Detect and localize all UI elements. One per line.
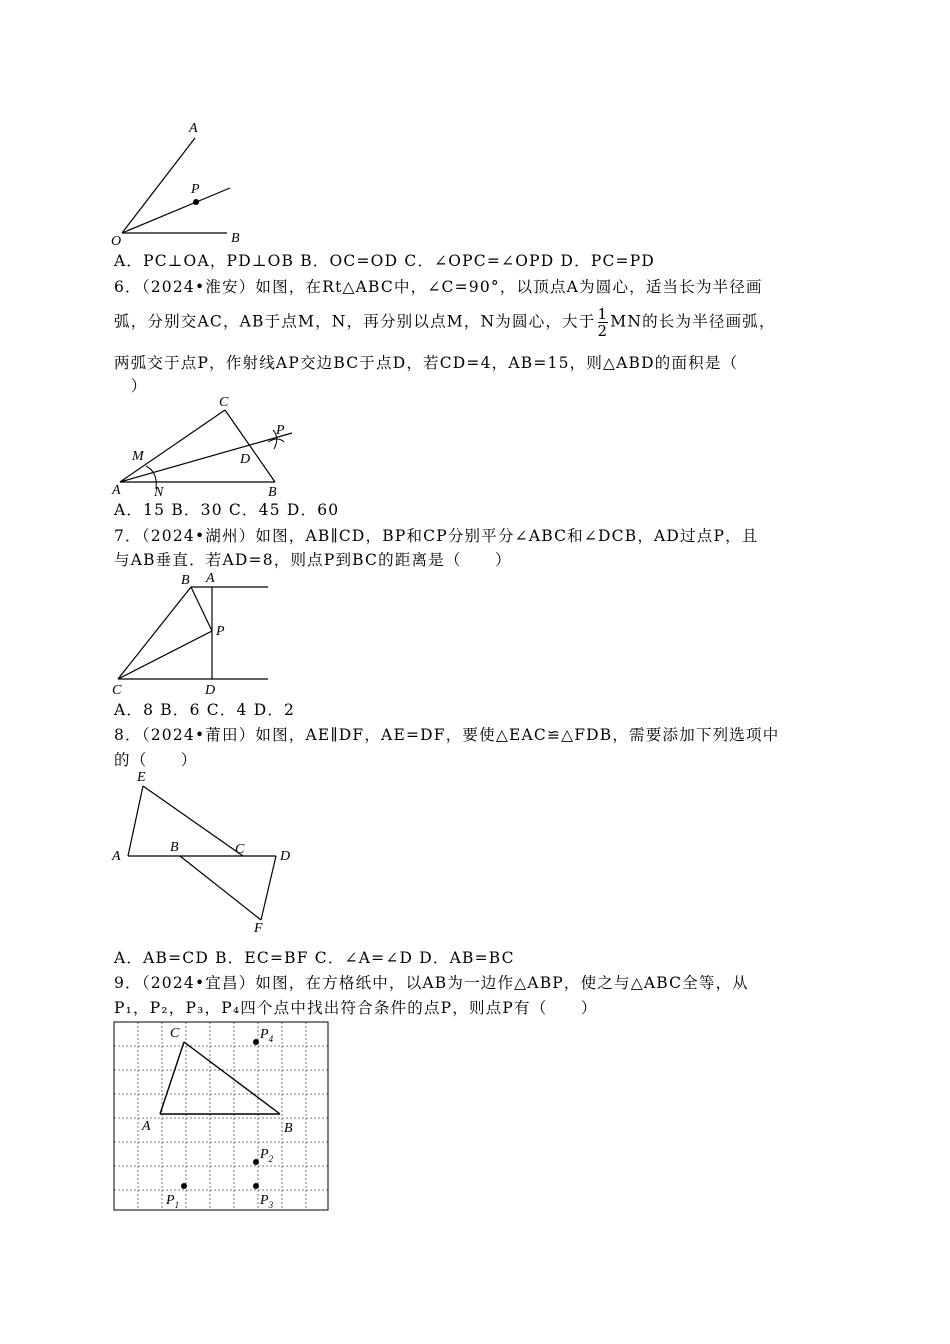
q5-options: A．PC⊥OA，PD⊥OB B．OC=OD C．∠OPC=∠OPD D．PC=PD (114, 252, 655, 270)
q7-options: A．8 B．6 C．4 D．2 (114, 701, 296, 719)
q6-line2-post: MN的长为半径画弧， (610, 312, 776, 331)
p1-letter: P (166, 1193, 175, 1208)
point-p4 (253, 1039, 259, 1045)
q6-line1: 6．（2024•淮安）如图，在Rt△ABC中，∠C=90°，以顶点A为圆心，适当长为半径画 (114, 278, 763, 296)
label-b: B (181, 573, 190, 588)
point-p (193, 199, 199, 205)
figure-q7-parallel (108, 568, 278, 700)
point-p3 (253, 1183, 259, 1189)
p4-letter: P (260, 1027, 269, 1042)
label-f: F (254, 921, 263, 936)
q7-line1: 7．（2024•湖州）如图，AB∥CD，BP和CP分别平分∠ABC和∠DCB，AD过点P，且 (114, 527, 759, 545)
q8-line1: 8．（2024•莆田）如图，AE∥DF，AE=DF，要使△EAC≌△FDB，需要添加下列选项中 (114, 726, 780, 744)
segment-bf (180, 856, 261, 920)
label-c: C (112, 683, 122, 698)
label-c: C (219, 395, 229, 410)
label-d: D (280, 849, 291, 864)
label-p: P (191, 182, 200, 197)
grid-lines (114, 1022, 328, 1210)
q8-options: A．AB=CD B．EC=BF C．∠A=∠D D．AB=BC (114, 949, 515, 967)
label-a: A (189, 121, 198, 136)
p3-letter: P (260, 1193, 269, 1208)
q6-line3: 两弧交于点P，作射线AP交边BC于点D，若CD=4，AB=15，则△ABD的面积是（ (114, 354, 739, 372)
figure-q8-triangles (108, 768, 303, 938)
label-p: P (216, 624, 225, 639)
q9-line1: 9．（2024•宜昌）如图，在方格纸中，以AB为一边作△ABP，使之与△ABC全等，从 (114, 974, 749, 992)
label-b: B (170, 840, 179, 855)
q6-options: A．15 B．30 C．45 D．60 (114, 501, 340, 519)
label-b: B (284, 1121, 293, 1136)
p4-subscript: 4 (268, 1034, 274, 1044)
label-a: A (206, 571, 215, 586)
p1-subscript: 1 (174, 1200, 180, 1210)
label-c: C (170, 1026, 180, 1041)
point-p1 (181, 1183, 187, 1189)
label-p1 (165, 1193, 179, 1210)
label-b: B (268, 485, 277, 500)
segment-cb (184, 1042, 280, 1114)
fraction-half (598, 306, 609, 339)
figure-q5-angle (105, 118, 265, 248)
q6-line4: ） (114, 377, 148, 395)
label-e: E (137, 770, 146, 785)
label-b: B (231, 231, 240, 246)
q9-line2: P₁，P₂，P₃，P₄四个点中找出符合条件的点P，则点P有（ ） (114, 999, 598, 1017)
grid-border (114, 1022, 328, 1210)
label-p2 (259, 1147, 274, 1164)
ray-op (122, 188, 230, 233)
label-a: A (112, 483, 121, 498)
figure-q6-triangle (108, 392, 308, 500)
label-p: P (276, 423, 285, 438)
label-d: D (205, 683, 216, 698)
label-c: C (235, 842, 245, 857)
side-ac (120, 410, 225, 482)
label-o: O (111, 234, 122, 248)
segment-cp (118, 631, 212, 679)
q6-line2-pre: 弧，分别交AC，AB于点M，N，再分别以点M，N为圆心，大于 (114, 312, 596, 331)
segment-ae (128, 786, 143, 856)
figure-q9-grid (112, 1020, 332, 1215)
segment-bc (118, 587, 191, 679)
segment-ec (143, 786, 243, 856)
side-cb (225, 410, 275, 482)
label-d: D (240, 452, 251, 467)
q7-line2: 与AB垂直．若AD=8，则点P到BC的距离是（ ） (114, 551, 512, 569)
label-a: A (142, 1119, 151, 1134)
fraction-numerator: 1 (597, 305, 609, 323)
segment-ac (160, 1042, 184, 1114)
p3-subscript: 3 (268, 1200, 274, 1210)
p2-letter: P (260, 1147, 269, 1162)
ray-oa (122, 138, 195, 233)
label-a: A (112, 849, 121, 864)
point-p2 (253, 1159, 259, 1165)
q6-line2 (114, 306, 776, 339)
q8-line2: 的（ ） (114, 751, 198, 769)
segment-bp (191, 587, 212, 631)
fraction-denominator: 2 (597, 322, 609, 340)
label-n: N (154, 485, 164, 500)
segment-df (261, 856, 276, 920)
p2-subscript: 2 (268, 1154, 274, 1164)
ray-ap (120, 433, 292, 482)
label-p3 (259, 1193, 274, 1210)
label-m: M (132, 449, 144, 464)
label-p4 (259, 1027, 274, 1044)
